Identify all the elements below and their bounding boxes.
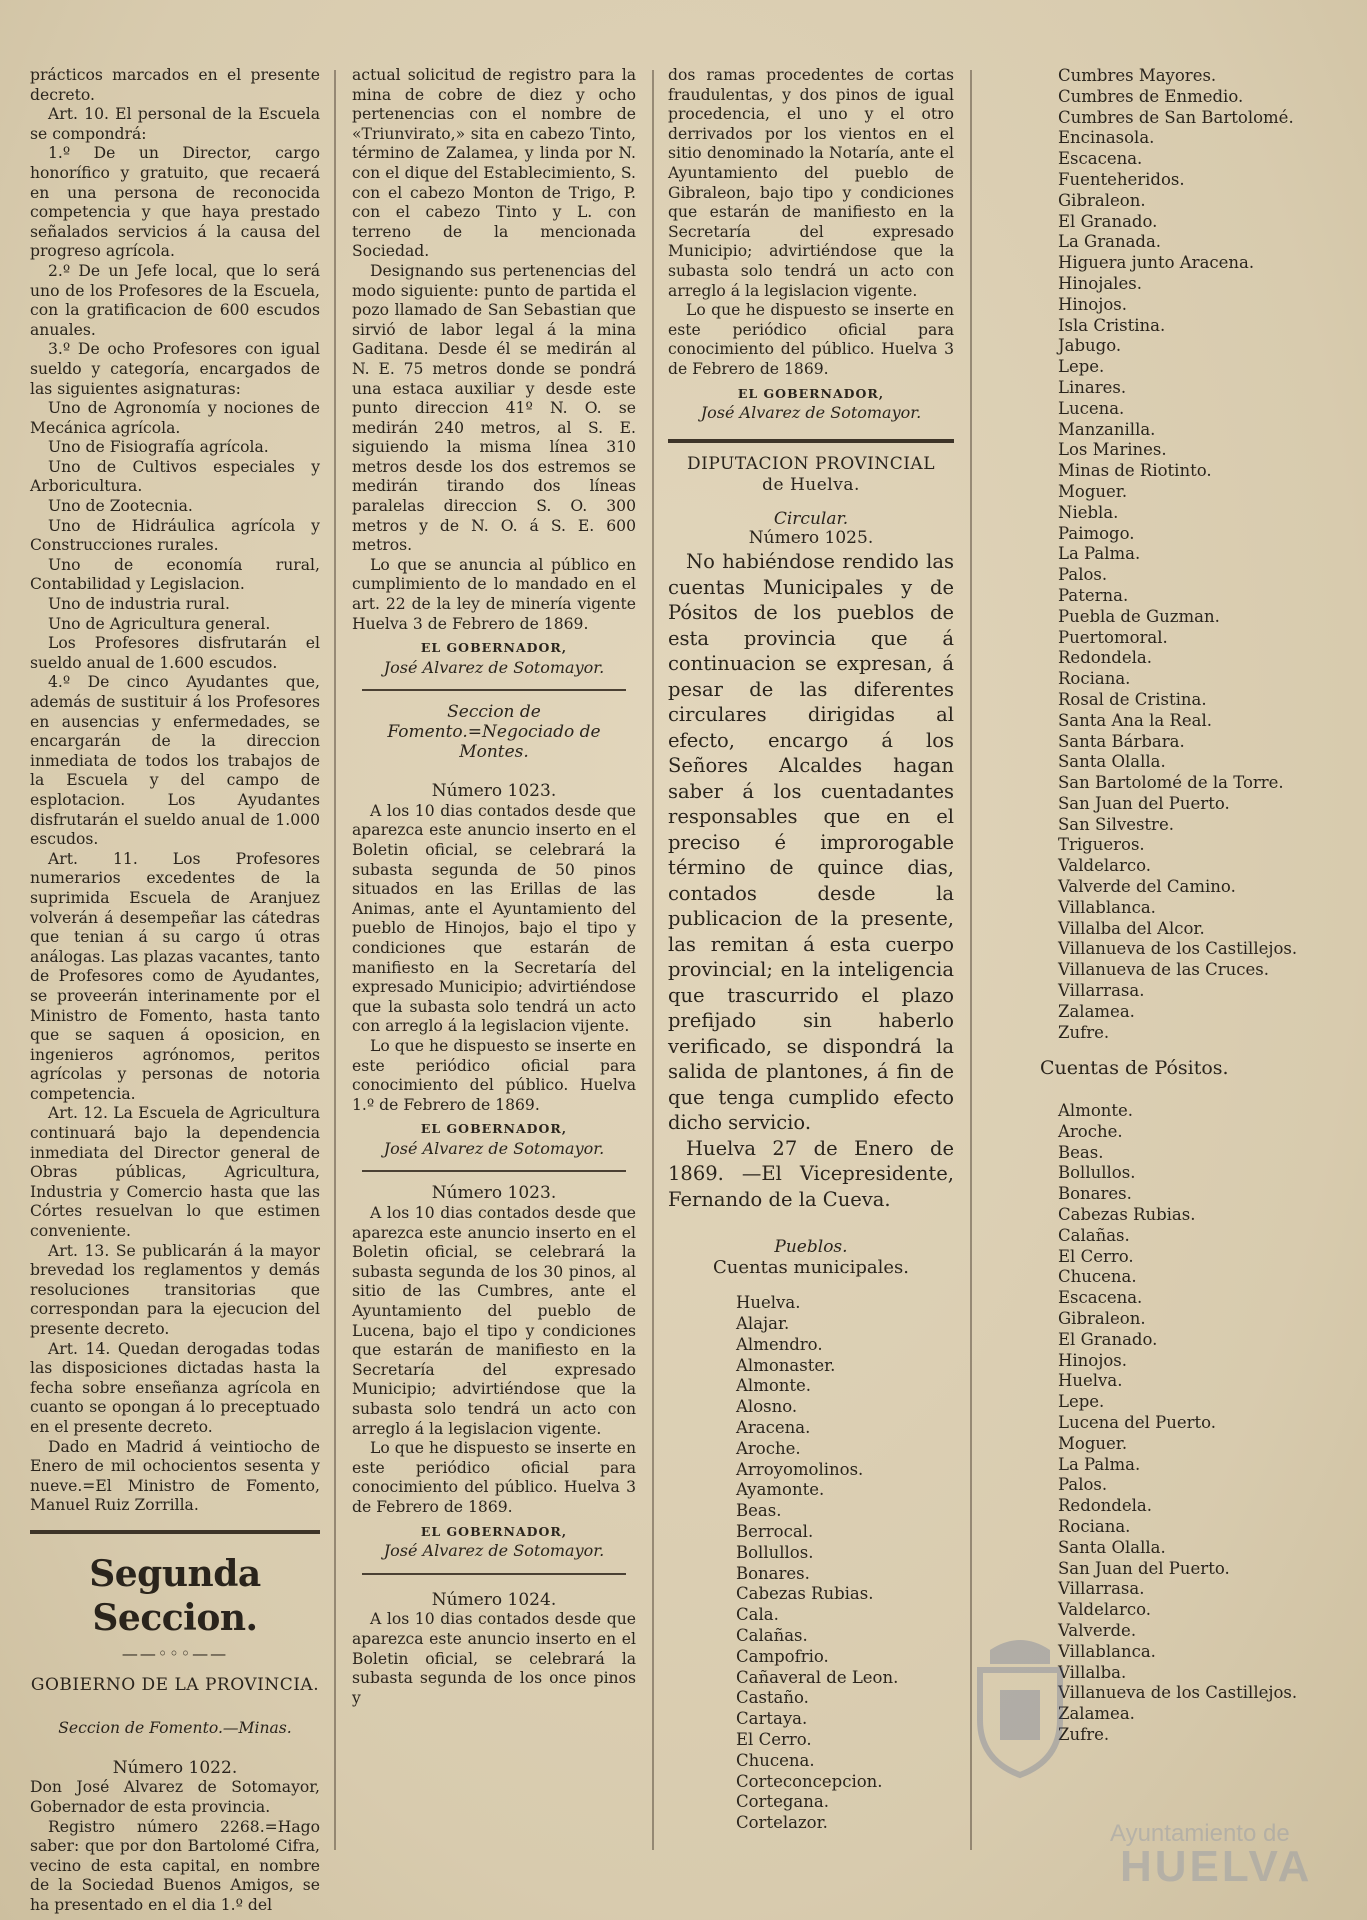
governor-label: EL GOBERNADOR, <box>420 1523 568 1539</box>
column-divider <box>970 70 972 1850</box>
list-item: Lucena. <box>1058 398 1125 418</box>
list-item: Encinasola. <box>1058 128 1155 148</box>
paragraph: Art. 10. El personal de la Escuela se compondrá: <box>30 105 320 143</box>
list-item: Calañas. <box>736 1626 808 1645</box>
paragraph: Uno de Fisiografía agrícola. <box>48 438 269 457</box>
paragraph: A los 10 dias contados desde que aparezca este anuncio inserto en el Boletin oficial, se celebrará la subasta segunda de los 30 pinos, al sitio de las Cumbres, ante el Ayuntamiento del pueblo de Lucena, bajo el tipo y condiciones que estarán de manifiesto en la Secretaría del expresado Municipio; advirtiéndose que la subasta solo tendrá un acto con arreglo á la legislacion vigente. <box>352 1204 636 1438</box>
signature: José Alvarez de Sotomayor. <box>383 1541 605 1561</box>
paragraph: Don José Alvarez de Sotomayor, Gobernador de esta provincia. <box>30 1778 320 1816</box>
notice-number: Número 1024. <box>431 1589 557 1610</box>
list-item: Alajar. <box>736 1314 790 1334</box>
list-item: La Granada. <box>1058 232 1162 252</box>
list-item: Isla Cristina. <box>1058 315 1166 335</box>
decree-text <box>30 66 320 1516</box>
list-item: Fuenteheridos. <box>1058 169 1185 189</box>
list-item: Bonares. <box>1058 1184 1132 1204</box>
section-title: Segunda Seccion. <box>89 1552 261 1639</box>
governor-label: EL GOBERNADOR, <box>420 640 568 656</box>
column-3 <box>668 66 954 1856</box>
subsection-heading: Seccion de Fomento.—Minas. <box>58 1719 292 1738</box>
list-item: Zufre. <box>1058 1724 1110 1744</box>
list-item: Cortelazor. <box>736 1813 828 1833</box>
list-item: Higuera junto Aracena. <box>1058 253 1255 273</box>
list-item: Villarrasa. <box>1058 981 1145 1001</box>
paragraph: Art. 13. Se publicarán á la mayor brevedad los reglamentos y demás resoluciones transitorias que correspondan para la ejecucion del presente decreto. <box>30 1241 320 1338</box>
list-item: San Bartolomé de la Torre. <box>1058 773 1284 793</box>
town-list <box>1040 1101 1340 1746</box>
list-item: Puebla de Guzman. <box>1058 606 1220 626</box>
paragraph: Uno de Agronomía y nociones de Mecánica agrícola. <box>30 399 320 437</box>
list-item: Bonares. <box>736 1563 810 1583</box>
list-item: Huelva. <box>736 1293 801 1313</box>
paragraph: Dado en Madrid á veintiocho de Enero de mil ochocientos sesenta y nueve.=El Ministro de Fomento, Manuel Ruiz Zorrilla. <box>30 1437 320 1515</box>
list-item: El Granado. <box>1058 211 1158 231</box>
signature: José Alvarez de Sotomayor. <box>700 403 922 423</box>
list-item: Niebla. <box>1058 502 1119 522</box>
list-item: Villalba del Alcor. <box>1058 918 1205 938</box>
list-item: Ayamonte. <box>736 1480 825 1500</box>
paragraph: Art. 12. La Escuela de Agricultura continuará bajo la dependencia inmediata del Director general de Obras públicas, Agricultura, Industria y Comercio hasta que las Córtes resuelvan lo que estimen conveniente. <box>30 1104 320 1241</box>
list-item: Arroyomolinos. <box>736 1459 864 1479</box>
paragraph: Designando sus pertenencias del modo siguiente: punto de partida el pozo llamado de San Sebastian que sirvió de labor legal á la mina Gaditana. Desde él se medirán al N. E. 75 metros donde se pondrá una estaca auxiliar y desde este punto direccion 41º N. O. se medirán 240 metros, al S. E. siguiendo la misma línea 310 metros desde los dos estremos se medirán tirando dos líneas paralelas direccion S. O. 300 metros y de N. O. á S. E. 600 metros. <box>352 261 636 555</box>
gov-heading: GOBIERNO DE LA PROVINCIA. <box>30 1674 320 1695</box>
list-item: Paterna. <box>1058 585 1129 605</box>
list-item: Cortegana. <box>736 1792 829 1812</box>
paragraph: Lo que se anuncia al público en cumplimiento de lo mandado en el art. 22 de la ley de minería vigente Huelva 3 de Febrero de 1869. <box>352 555 636 633</box>
paragraph: Uno de economía rural, Contabilidad y Legislacion. <box>30 555 320 594</box>
paragraph: 3.º De ocho Profesores con igual sueldo y categoría, encargados de las siguientes asignaturas: <box>30 340 320 398</box>
list-item: San Silvestre. <box>1058 814 1174 834</box>
list-item: Paimogo. <box>1058 523 1135 543</box>
section-rule <box>30 1530 320 1534</box>
list-item: Villablanca. <box>1058 897 1156 917</box>
flourish-ornament: ——◦◦◦—— <box>121 1643 229 1663</box>
list-item: Castaño. <box>736 1688 809 1708</box>
list-item: Cabezas Rubias. <box>1058 1205 1196 1225</box>
list-item: San Juan del Puerto. <box>1058 793 1230 813</box>
cuentas-municipales-label: Cuentas municipales. <box>712 1256 909 1278</box>
list-item: Almendro. <box>736 1334 823 1354</box>
governor-label: EL GOBERNADOR, <box>420 1121 568 1137</box>
list-item: Redondela. <box>1058 1496 1152 1516</box>
paragraph: 2.º De un Jefe local, que lo será uno de los Profesores de la Escuela, con la gratificacion de 600 escudos anuales. <box>30 261 320 339</box>
paragraph: Lo que he dispuesto se inserte en este periódico oficial para conocimiento del público. Huelva 3 de Febrero de 1869. <box>668 301 954 378</box>
list-item: Lucena del Puerto. <box>1058 1413 1217 1432</box>
divider <box>362 1573 626 1575</box>
list-item: Villanueva de los Castillejos. <box>1058 939 1298 959</box>
list-item: Palos. <box>1058 1475 1108 1495</box>
list-item: Aroche. <box>1058 1121 1123 1141</box>
list-item: Cala. <box>736 1605 779 1625</box>
list-item: Almonte. <box>736 1376 812 1396</box>
list-item: Trigueros. <box>1058 835 1145 855</box>
signature: José Alvarez de Sotomayor. <box>383 1138 605 1158</box>
list-item: Los Marines. <box>1058 440 1167 460</box>
list-item: Cabezas Rubias. <box>736 1584 874 1604</box>
paragraph: Lo que he dispuesto se inserte en este periódico oficial para conocimiento del público. Huelva 1.º de Febrero de 1869. <box>352 1036 636 1114</box>
subsection-heading: Seccion de Fomento.=Negociado de Montes. <box>387 702 601 762</box>
list-item: Valverde. <box>1058 1620 1137 1640</box>
list-item: Minas de Riotinto. <box>1058 461 1212 481</box>
paragraph: actual solicitud de registro para la mina de cobre de diez y ocho pertenencias con el nombre de «Triunvirato,» sita en cabezo Tinto, término de Zalamea, y linda por N. con el dique del Establecimiento, S. con el cabezo Monton de Trigo, P. con el cabezo Tinto y L. con terreno de la mencionada Sociedad. <box>352 66 636 261</box>
notice-number: Número 1025. <box>748 528 874 549</box>
list-item: Corteconcepcion. <box>736 1771 883 1791</box>
column-4 <box>1040 66 1340 1856</box>
list-item: Santa Ana la Real. <box>1058 710 1213 730</box>
diputacion-subheading: de Huelva. <box>762 475 860 496</box>
paragraph: dos ramas procedentes de cortas fraudulentas, y dos pinos de igual procedencia, el uno y el otro derrivados por los vientos en el sitio denominado la Notaría, ante el Ayuntamiento del pueblo de Gibraleon, bajo tipo y condiciones que estarán de manifiesto en la Secretaría del expresado Municipio; advirtiéndose que la subasta solo tendrá un acto con arreglo á la legislacion vigente. <box>668 66 954 300</box>
paragraph: Uno de Zootecnia. <box>48 497 193 516</box>
list-item: Valdelarco. <box>1058 1600 1151 1620</box>
list-item: Manzanilla. <box>1058 419 1156 439</box>
paragraph: Art. 14. Quedan derogadas todas las disposiciones dictadas hasta la fecha sobre enseñanza agrícola en cuanto se opongan á lo preceptuado en el presente decreto. <box>30 1339 320 1436</box>
list-item: San Juan del Puerto. <box>1058 1558 1230 1578</box>
list-item: La Palma. <box>1058 544 1141 564</box>
list-item: Bollullos. <box>1058 1163 1136 1183</box>
list-item: Campofrio. <box>736 1646 829 1666</box>
list-item: Moguer. <box>1058 481 1128 501</box>
list-item: Hinojales. <box>1058 273 1142 293</box>
list-item: Santa Bárbara. <box>1058 731 1185 751</box>
list-item: Rociana. <box>1058 669 1131 689</box>
list-item: Villalba. <box>1058 1662 1127 1682</box>
list-item: Villablanca. <box>1058 1641 1156 1661</box>
list-item: El Granado. <box>1058 1329 1158 1349</box>
list-item: Valverde del Camino. <box>1058 877 1236 897</box>
paragraph: Lo que he dispuesto se inserte en este periódico oficial para conocimiento del público. Huelva 3 de Febrero de 1869. <box>352 1439 636 1516</box>
column-divider <box>334 70 336 1850</box>
divider <box>362 1170 626 1172</box>
paragraph: Registro número 2268.=Hago saber: que por don Bartolomé Cifra, vecino de esta capital, en nombre de la Sociedad Buenos Amigos, se ha presentado en el dia 1.º del <box>30 1817 320 1914</box>
list-item: Beas. <box>1058 1142 1104 1162</box>
list-item: Villarrasa. <box>1058 1579 1145 1599</box>
paragraph: A los 10 dias contados desde que aparezca este anuncio inserto en el Boletin oficial, se celebrará la subasta segunda de 50 pinos situados en las Erillas de las Animas, ante el Ayuntamiento del pueblo de Hinojos, bajo el tipo y condiciones que estarán de manifiesto en la Secretaría del expresado Municipio; advirtiéndose que la subasta solo tendrá un acto con arreglo á la legislacion vijente. <box>352 801 636 1036</box>
paragraph: No habiéndose rendido las cuentas Municipales y de Pósitos de los pueblos de esta provincia que á continuacion se expresan, á pesar de las diferentes circulares dirigidas al efecto, encargo á los Señores Alcaldes hagan saber á los cuentadantes responsables que en el preciso é improrogable término de quince dias, contados desde la publicacion de la presente, las remitan á esta cuerpo provincial; en la inteligencia que trascurrido el plazo prefijado sin haberlo verificado, se dispondrá la salida de plantones, á fin de que tenga cumplido efecto dicho servicio. <box>668 550 954 1135</box>
signature: José Alvarez de Sotomayor. <box>383 657 605 677</box>
divider <box>362 689 626 691</box>
paragraph: Uno de Cultivos especiales y Arboricultura. <box>30 457 320 496</box>
list-item: Escacena. <box>1058 1288 1143 1308</box>
list-item: Chucena. <box>736 1750 815 1770</box>
list-item: Beas. <box>736 1501 782 1521</box>
town-list <box>668 1293 954 1834</box>
paragraph: Uno de Hidráulica agrícola y Construcciones rurales. <box>30 516 320 555</box>
list-item: Aroche. <box>736 1438 801 1458</box>
list-item: Alosno. <box>736 1397 798 1417</box>
town-list <box>1040 66 1340 1043</box>
list-item: Aracena. <box>736 1418 811 1438</box>
list-item: Cumbres de Enmedio. <box>1058 86 1244 106</box>
pueblos-label: Pueblos. <box>774 1237 848 1258</box>
section-rule <box>668 439 954 443</box>
list-item: Redondela. <box>1058 648 1152 668</box>
list-item: Almonaster. <box>736 1355 836 1375</box>
list-item: Villanueva de los Castillejos. <box>1058 1683 1298 1703</box>
column-2 <box>352 66 636 1856</box>
watermark-line-1: Ayuntamiento de <box>1110 1820 1290 1847</box>
paragraph: A los 10 dias contados desde que aparezca este anuncio inserto en el Boletin oficial, se celebrará la subasta segunda de los once pinos y <box>352 1610 636 1707</box>
list-item: Cañaveral de Leon. <box>736 1667 899 1687</box>
circular-text <box>668 549 954 1212</box>
list-item: Villanueva de las Cruces. <box>1058 960 1269 980</box>
column-divider <box>652 70 654 1850</box>
list-item: Bollullos. <box>736 1542 814 1562</box>
column-1 <box>30 66 320 1914</box>
list-item: Lepe. <box>1058 1392 1105 1412</box>
list-item: Rociana. <box>1058 1516 1131 1536</box>
list-item: Puertomoral. <box>1058 627 1168 647</box>
list-item: Linares. <box>1058 377 1127 397</box>
notice-number: Número 1022. <box>112 1757 238 1778</box>
list-item: Chucena. <box>1058 1267 1137 1287</box>
list-item: Cartaya. <box>736 1709 808 1729</box>
list-item: Zalamea. <box>1058 1704 1135 1724</box>
list-item: Valdelarco. <box>1058 856 1151 876</box>
list-item: Cumbres Mayores. <box>1058 66 1217 85</box>
list-item: Huelva. <box>1058 1371 1123 1391</box>
list-item: Zalamea. <box>1058 1001 1135 1021</box>
list-item: Palos. <box>1058 565 1108 585</box>
list-item: Almonte. <box>1058 1101 1134 1121</box>
list-item: Cumbres de San Bartolomé. <box>1058 107 1294 127</box>
paragraph: Uno de Agricultura general. <box>48 614 271 633</box>
circular-label: Circular. <box>773 508 849 529</box>
list-item: Zufre. <box>1058 1022 1110 1042</box>
list-item: Moguer. <box>1058 1433 1128 1453</box>
paragraph: prácticos marcados en el presente decreto. <box>30 66 320 104</box>
list-item: Hinojos. <box>1058 1350 1127 1370</box>
paragraph: Art. 11. Los Profesores numerarios excedentes de la suprimida Escuela de Aranjuez volverán á desempeñar las cátedras que tenian á su cargo ú otras análogas. Las plazas vacantes, tanto de Profesores como de Ayudantes, se proveerán interinamente por el Ministro de Fomento, hasta tanto que se saquen á oposicion, en ingenieros agrónomos, peritos agrícolas y personas de notoria competencia. <box>30 849 320 1103</box>
list-item: Hinojos. <box>1058 294 1127 314</box>
list-item: Santa Olalla. <box>1058 752 1166 772</box>
list-item: Calañas. <box>1058 1225 1130 1245</box>
paragraph: Uno de industria rural. <box>48 595 230 614</box>
list-item: Rosal de Cristina. <box>1058 689 1207 709</box>
paragraph: Los Profesores disfrutarán el sueldo anual de 1.600 escudos. <box>30 634 320 672</box>
paragraph: Huelva 27 de Enero de 1869. —El Vicepresidente, Fernando de la Cueva. <box>668 1136 954 1211</box>
list-item: Santa Olalla. <box>1058 1537 1166 1557</box>
list-item: El Cerro. <box>736 1729 812 1749</box>
watermark-line-2: HUELVA <box>1120 1842 1313 1891</box>
list-item: Gibraleon. <box>1058 1309 1146 1329</box>
list-item: Jabugo. <box>1058 336 1122 356</box>
notice-number: Número 1023. <box>431 781 557 802</box>
list-item: Escacena. <box>1058 149 1143 169</box>
list-item: Berrocal. <box>736 1522 814 1542</box>
governor-label: EL GOBERNADOR, <box>737 385 885 401</box>
list-item: El Cerro. <box>1058 1246 1134 1266</box>
cuentas-positos-label: Cuentas de Pósitos. <box>1040 1057 1229 1080</box>
diputacion-heading: DIPUTACION PROVINCIAL <box>687 453 935 474</box>
notice-number: Número 1023. <box>431 1183 557 1204</box>
paragraph: 1.º De un Director, cargo honorífico y gratuito, que recaerá en una persona de reconocida competencia y que haya prestado señalados servicios á la causa del progreso agrícola. <box>30 144 320 261</box>
list-item: La Palma. <box>1058 1454 1141 1474</box>
list-item: Gibraleon. <box>1058 190 1146 210</box>
list-item: Lepe. <box>1058 357 1105 377</box>
paragraph: 4.º De cinco Ayudantes que, además de sustituir á los Profesores en ausencias y enfermedades, se encargarán de la direccion inmediata de todos los trabajos de la Escuela y del campo de esplotacion. Los Ayudantes disfrutarán el sueldo anual de 1.000 escudos. <box>30 673 320 849</box>
